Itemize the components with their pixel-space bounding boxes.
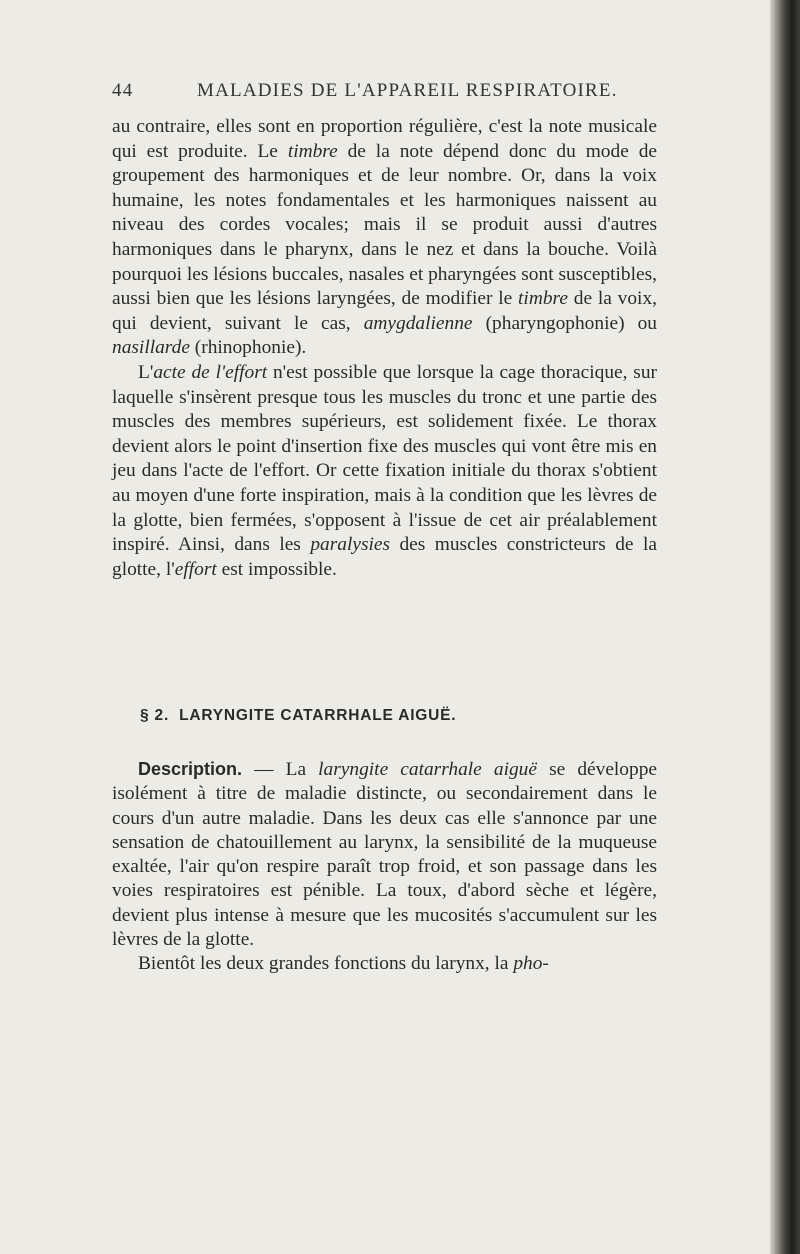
italic-term: nasillarde <box>112 337 190 359</box>
italic-term: laryngite catarrhale aiguë <box>318 759 537 780</box>
italic-term: effort <box>174 558 217 580</box>
text-span: L' <box>138 361 154 383</box>
text-span: (pharyngophonie) ou <box>472 312 657 334</box>
section-heading <box>140 707 640 725</box>
text-span: au contraire, elles sont en proportion régulière, c'est la note musicale qui est produite. Le <box>112 116 657 162</box>
text-span: Bientôt les deux grandes fonctions du larynx, la <box>138 953 514 975</box>
text-span: de la voix, qui devient, suivant le cas, <box>112 288 657 334</box>
page-number: 44 <box>112 80 134 101</box>
text-span: (rhinophonie). <box>189 337 307 359</box>
italic-term: timbre <box>518 288 568 310</box>
description-lead: Description. <box>138 759 243 779</box>
text-span: n'est possible que lorsque la cage thoracique, sur laquelle s'insèrent presque tous les muscles du tronc et une partie des muscles des membres supérieurs, est solidement fixée. Le thorax devient alors le point d'insertion fixe des muscles qui vont être mis en jeu dans l'acte de l'effort. Or cette fixation initiale du thorax s'obtient au moyen d'une forte inspiration, mais à la condition que les lèvres de la glotte, bien fermées, s'opposent à l'issue de cet air préalablement inspiré. Ainsi, dans les <box>112 361 657 556</box>
text-span: est impossible. <box>216 558 337 580</box>
paragraph-timbre <box>112 115 657 361</box>
paragraph-description <box>112 757 657 952</box>
running-title: MALADIES DE L'APPAREIL RESPIRATOIRE. <box>197 80 618 101</box>
running-head <box>112 80 652 110</box>
book-spine-edge <box>770 0 800 1254</box>
body-text-top <box>112 115 657 582</box>
text-span: de la note dépend donc du mode de groupement des harmoniques et de leur nombre. Or, dans la voix humaine, les notes fondamentales et les harmoniques naissent au niveau des cordes vocales; mais il se produit aussi d'autres harmoniques dans le pharynx, dans le nez et dans la bouche. Voilà pourquoi les lésions buccales, nasales et pharyngées sont susceptibles, aussi bien que les lésions laryngées, de modifier le <box>112 140 657 310</box>
paragraph-effort <box>112 361 657 582</box>
paragraph-continuation <box>112 952 657 976</box>
section-title: LARYNGITE CATARRHALE AIGUË. <box>179 707 457 724</box>
body-text-bottom <box>112 757 657 977</box>
italic-term: amygdalienne <box>363 312 473 334</box>
italic-term: paralysies <box>310 534 391 556</box>
text-span: se développe isolément à titre de maladie distincte, ou secondairement dans le cours d'un autre maladie. Dans les deux cas elle s'annonce par une sensation de chatouillement au larynx, la sensibilité de la muqueuse exaltée, l'air qu'on respire paraît trop froid, et son passage dans les voies respiratoires est pénible. La toux, d'abord sèche et légère, devient plus intense à mesure que les mucosités s'accumulent sur les lèvres de la glotte. <box>112 759 657 951</box>
italic-term: acte de l'effort <box>153 361 268 383</box>
italic-term: timbre <box>287 140 338 162</box>
section-number: § 2. <box>140 707 170 724</box>
text-span: — La <box>242 759 319 780</box>
italic-term: pho- <box>513 953 549 975</box>
text-span: des muscles constricteurs de la glotte, l' <box>112 534 657 580</box>
